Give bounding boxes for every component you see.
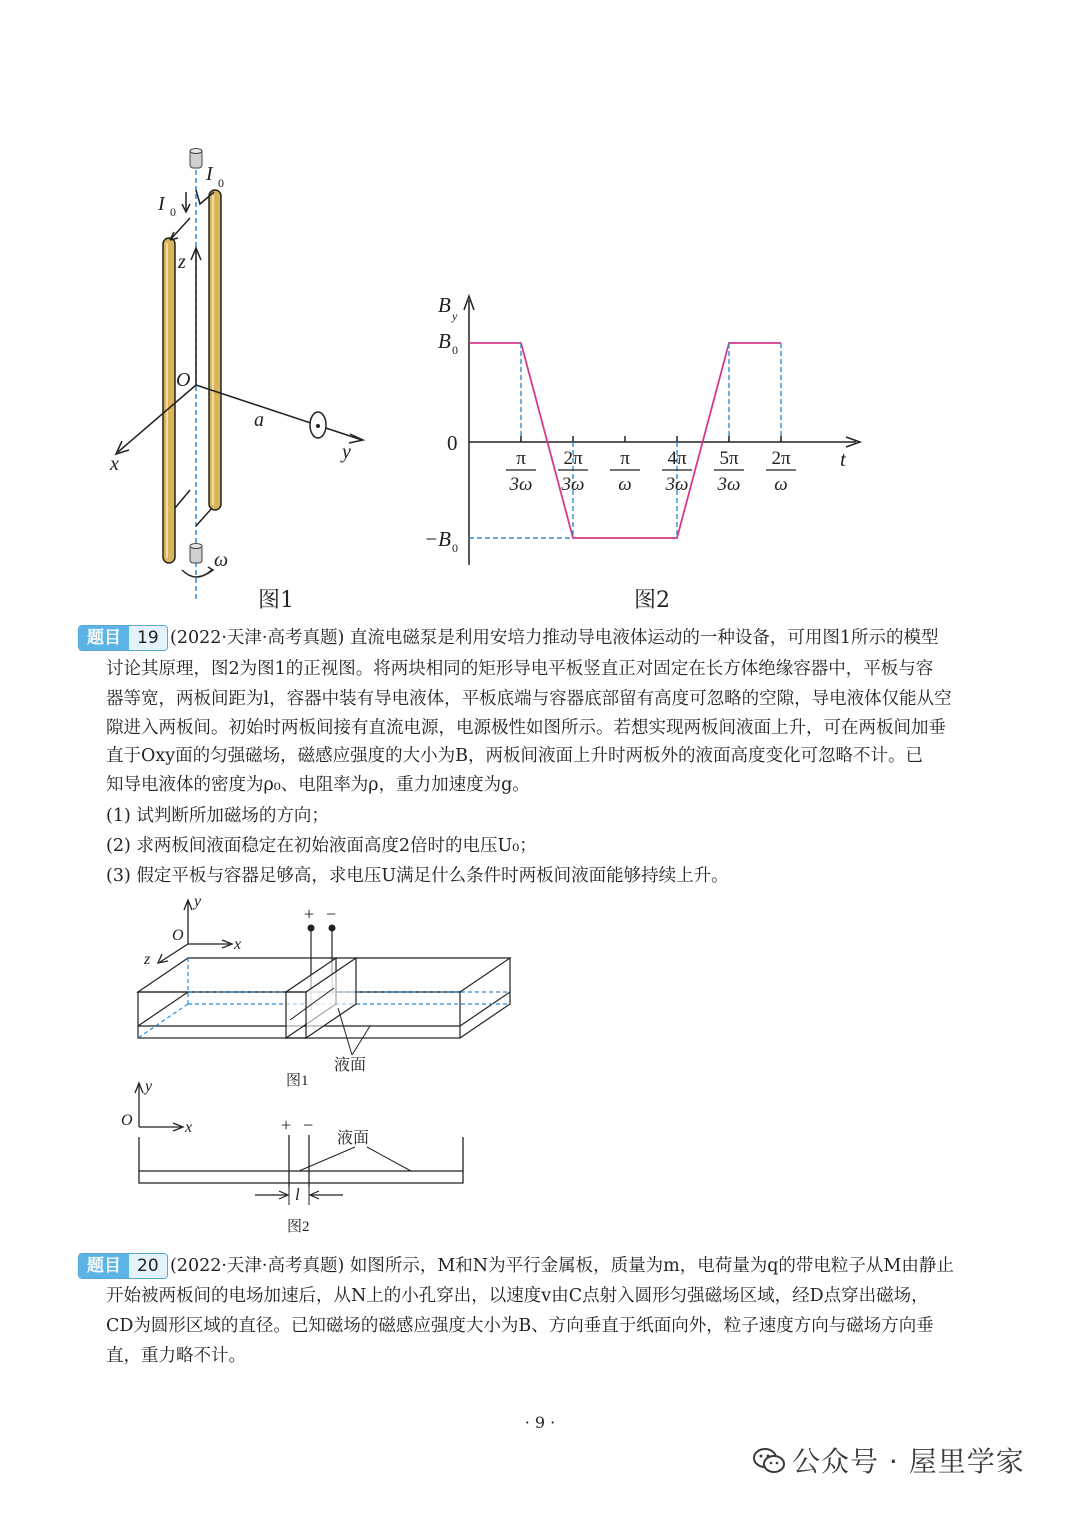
q20-badge-number: 20 [129,1254,167,1278]
figure-2-caption: 图2 [634,588,670,613]
x-tick-num-3: π [620,448,630,469]
mid-fig2-caption: 图2 [287,1219,310,1235]
q19-line-3: 器等宽，两板间距为l，容器中装有导电液体，平板底端与容器底部留有高度可忽略的空隙，导电液体仅能从空 [106,689,952,709]
q20-line-2: 开始被两板间的电场加速后，从N上的小孔穿出，以速度v由C点射入圆形匀强磁场区域，经D点穿出磁场， [106,1286,929,1306]
q19-line-5: 直于Oxy面的匀强磁场，磁感应强度的大小为B，两板间液面上升时两板外的液面高度变化可忽略不计。已 [106,746,923,766]
q19-sub-1: (1) 试判断所加磁场的方向； [106,806,329,826]
mid-fig1-axis-y: y [194,893,202,910]
x-tick-den-2: 3ω [561,474,585,495]
omega-label: ω [214,549,229,571]
x-tick-num-1: π [516,448,526,469]
mid-fig2-axis-x: x [185,1119,193,1136]
q19-line-1: (2022·天津·高考真题) 直流电磁泵是利用安培力推动导电液体运动的一种设备，可用图1所示的模型 [170,628,939,648]
y-tick-b0-sub: 0 [452,343,458,357]
origin-label: O [176,369,191,391]
q19-line-4: 隙进入两板间。初始时两板间接有直流电源，电源极性如图所示。若想实现两板间液面上升，可在两板间加垂 [106,718,946,738]
y-axis-label: B [438,293,451,317]
mid-fig2-axis-y: y [145,1078,153,1095]
q20-line-1: (2022·天津·高考真题) 如图所示，M和N为平行金属板，质量为m，电荷量为q的带电粒子从M由静止 [170,1256,954,1276]
watermark-text: 公众号 · 屋里学家 [792,1445,1025,1478]
x-tick-den-1: 3ω [509,474,533,495]
q19-badge-label: 题目 [79,626,129,650]
x-tick-num-4: 4π [667,448,687,469]
y-axis-label-sub: y [452,309,458,323]
x-tick-den-3: ω [618,474,632,495]
label-i0-left-sub: 0 [170,205,176,219]
mid-fig2-plus: + [281,1115,292,1135]
y-tick-b0: B [438,329,451,353]
x-tick-num-2: 2π [563,448,583,469]
mid-fig2-origin: O [121,1112,133,1129]
x-tick-num-5: 5π [719,448,739,469]
q19-line-2: 讨论其原理，图2为图1的正视图。将两块相同的矩形导电平板竖直正对固定在长方体绝缘容器中，平板与容 [106,659,934,679]
label-i0-right: I [206,163,213,185]
pump-figure-1 [120,890,530,1100]
page-number: · 9 · [524,1413,556,1432]
q20-line-3: CD为圆形区域的直径。已知磁场的磁感应强度大小为B、方向垂直于纸面向外，粒子速度方向与磁场方向垂 [106,1316,934,1336]
q19-badge [78,625,172,651]
x-tick-den-5: 3ω [717,474,741,495]
mid-fig1-caption: 图1 [286,1073,309,1089]
label-i0-left: I [158,193,165,215]
figure-2-by-chart [420,280,880,580]
axis-x-label: x [110,453,119,475]
mid-fig1-plus: + [304,904,315,924]
x-axis-label: t [840,447,846,471]
y-tick-neg-b0: −B [424,527,451,551]
y-tick-neg-b0-sub: 0 [452,541,458,555]
mid-fig1-liquid-label: 液面 [334,1057,367,1074]
distance-a-label: a [254,409,264,431]
mid-fig1-origin: O [172,927,184,944]
q19-badge-number: 19 [129,626,167,650]
x-tick-den-4: 3ω [665,474,689,495]
pump-figure-2 [115,1075,485,1240]
q19-sub-2: (2) 求两板间液面稳定在初始液面高度2倍时的电压U₀； [106,836,537,856]
x-tick-den-6: ω [774,474,788,495]
q19-line-6: 知导电液体的密度为ρ₀、电阻率为ρ，重力加速度为g。 [106,775,530,795]
q20-badge-label: 题目 [79,1254,129,1278]
mid-fig1-axis-z: z [144,951,151,968]
watermark [752,1440,1025,1480]
axis-y-label: y [342,441,351,463]
figure-1-caption: 图1 [258,588,294,613]
wechat-icon [752,1447,786,1475]
axis-z-label: z [178,251,186,273]
q20-line-4: 直，重力略不计。 [106,1346,246,1366]
mid-fig2-minus: − [303,1115,314,1135]
q19-sub-3: (3) 假定平板与容器足够高，求电压U满足什么条件时两板间液面能够持续上升。 [106,866,729,886]
x-tick-num-6: 2π [771,448,791,469]
mid-fig2-gap-label: l [295,1185,300,1204]
figure-1-rotating-plates [100,140,380,620]
mid-fig1-minus: − [326,904,337,924]
mid-fig2-liquid-label: 液面 [337,1130,370,1147]
q20-badge [78,1253,172,1279]
label-i0-right-sub: 0 [218,176,224,190]
mid-fig1-axis-x: x [234,936,242,953]
y-tick-zero: 0 [447,431,458,455]
